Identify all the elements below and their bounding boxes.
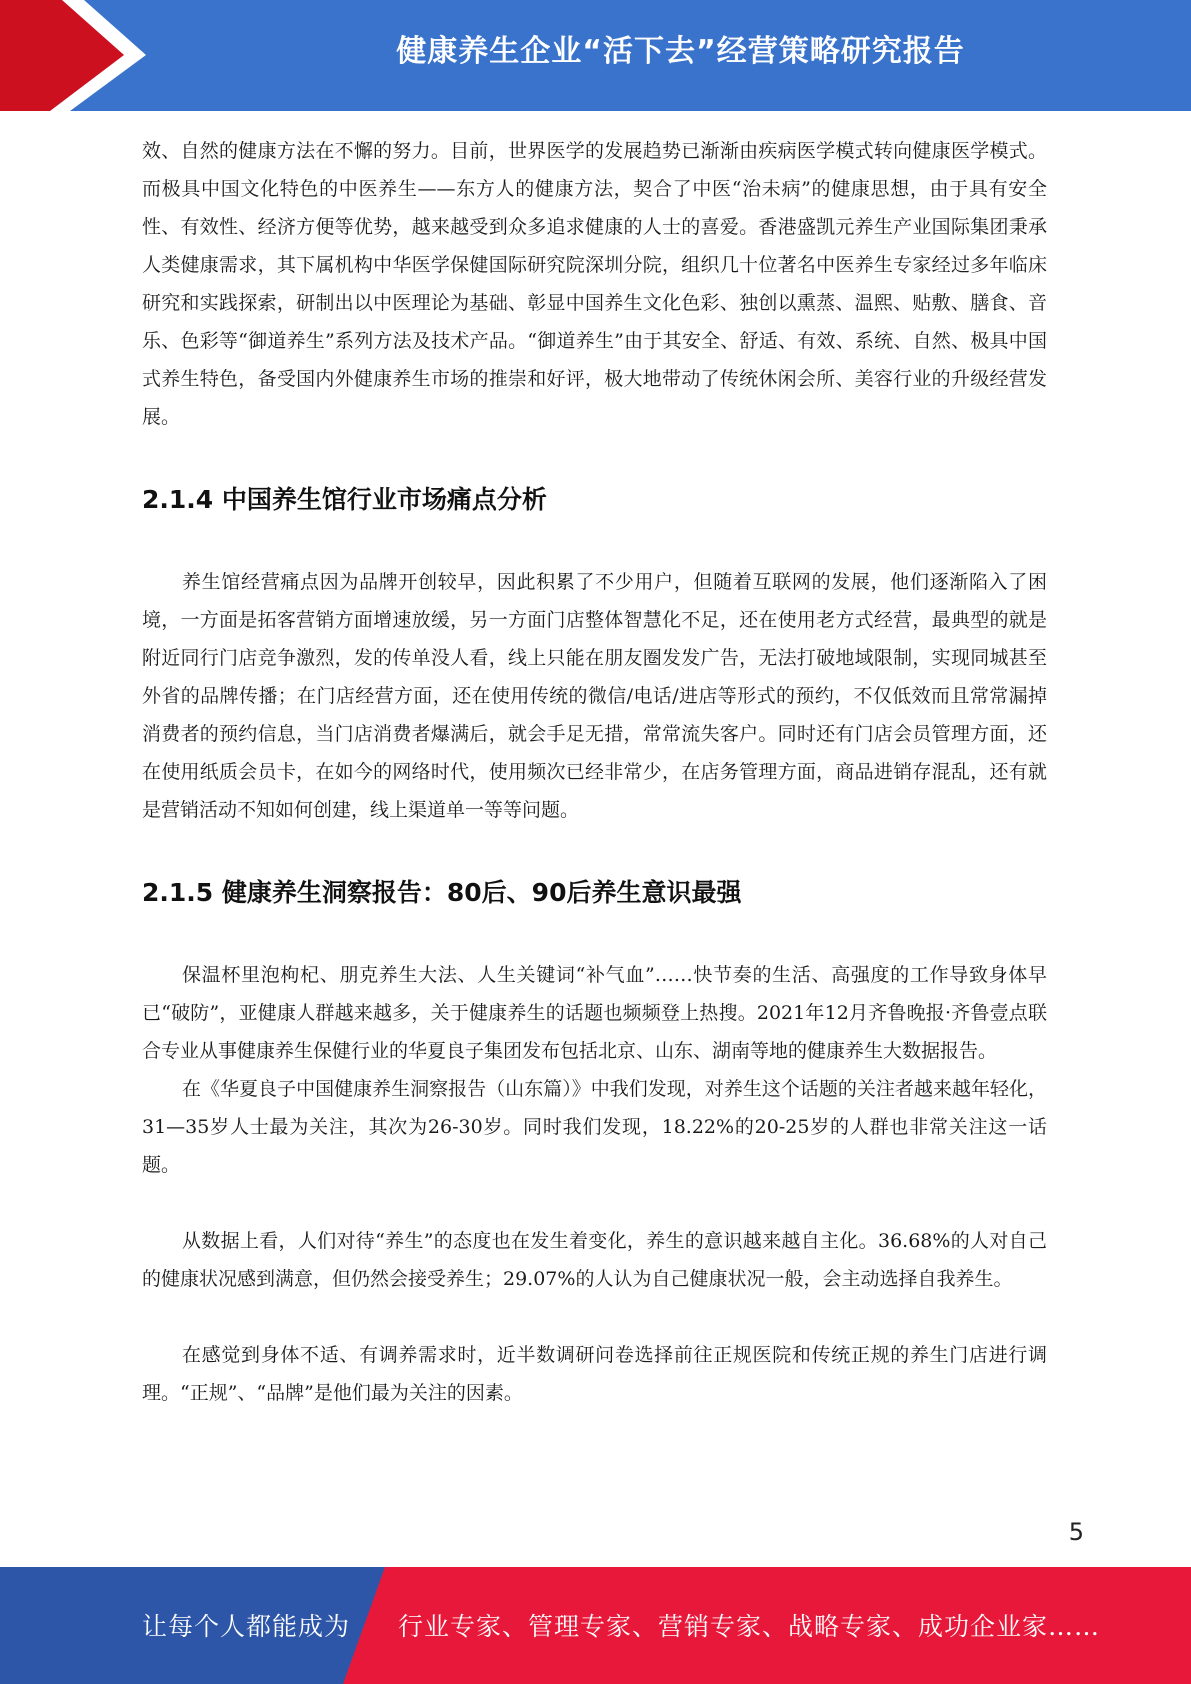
- footer-slogan-right: 行业专家、管理专家、营销专家、战略专家、成功企业家……: [398, 1612, 1101, 1641]
- footer-slogan-left: 让每个人都能成为: [142, 1612, 351, 1641]
- page-number: 5: [1068, 1518, 1084, 1546]
- section-heading-2-1-5: 2.1.5 健康养生洞察报告：80后、90后养生意识最强: [142, 878, 742, 907]
- page-header: [0, 0, 1191, 111]
- section-2-1-5-paragraph-2: 在《华夏良子中国健康养生洞察报告（山东篇）》中我们发现，对养生这个话题的关注者越来越年轻化，31—35岁人士最为关注，其次为26-30岁。同时我们发现，18.22%的20-25岁的人群也非常关注这一话题。: [142, 1078, 1047, 1176]
- page-footer: [0, 1567, 1191, 1684]
- report-title: 健康养生企业“活下去”经营策略研究报告: [396, 34, 965, 69]
- section-2-1-4-paragraph: 养生馆经营痛点因为品牌开创较早，因此积累了不少用户，但随着互联网的发展，他们逐渐陷入了困境，一方面是拓客营销方面增速放缓，另一方面门店整体智慧化不足，还在使用老方式经营，最典型的就是附近同行门店竞争激烈，发的传单没人看，线上只能在朋友圈发发广告，无法打破地域限制，实现同城甚至外省的品牌传播；在门店经营方面，还在使用传统的微信/电话/进店等形式的预约，不仅低效而且常常漏掉消费者的预约信息，当门店消费者爆满后，就会手足无措，常常流失客户。同时还有门店会员管理方面，还在使用纸质会员卡，在如今的网络时代，使用频次已经非常少，在店务管理方面，商品进销存混乱，还有就是营销活动不知如何创建，线上渠道单一等等问题。: [142, 571, 1047, 821]
- intro-paragraph: 效、自然的健康方法在不懈的努力。目前，世界医学的发展趋势已渐渐由疾病医学模式转向健康医学模式。而极具中国文化特色的中医养生——东方人的健康方法，契合了中医“治未病”的健康思想，由于具有安全性、有效性、经济方便等优势，越来越受到众多追求健康的人士的喜爱。香港盛凯元养生产业国际集团秉承人类健康需求，其下属机构中华医学保健国际研究院深圳分院，组织几十位著名中医养生专家经过多年临床研究和实践探索，研制出以中医理论为基础、彰显中国养生文化色彩、独创以熏蒸、温熙、贴敷、膳食、音乐、色彩等“御道养生”系列方法及技术产品。“御道养生”由于其安全、舒适、有效、系统、自然、极具中国式养生特色，备受国内外健康养生市场的推崇和好评，极大地带动了传统休闲会所、美容行业的升级经营发展。: [142, 140, 1047, 428]
- section-2-1-5-paragraph-1: 保温杯里泡枸杞、朋克养生大法、人生关键词“补气血”……快节奏的生活、高强度的工作导致身体早已“破防”，亚健康人群越来越多，关于健康养生的话题也频频登上热搜。2021年12月齐鲁晚报·齐鲁壹点联合专业从事健康养生保健行业的华夏良子集团发布包括北京、山东、湖南等地的健康养生大数据报告。: [142, 964, 1047, 1062]
- section-2-1-5-paragraph-4: 在感觉到身体不适、有调养需求时，近半数调研问卷选择前往正规医院和传统正规的养生门店进行调理。“正规”、“品牌”是他们最为关注的因素。: [142, 1344, 1047, 1404]
- main-content: [142, 132, 1047, 1412]
- section-heading-2-1-4: 2.1.4 中国养生馆行业市场痛点分析: [142, 485, 547, 514]
- section-2-1-5-paragraph-3: 从数据上看，人们对待“养生”的态度也在发生着变化，养生的意识越来越自主化。36.68%的人对自己的健康状况感到满意，但仍然会接受养生；29.07%的人认为自己健康状况一般，会主动选择自我养生。: [142, 1230, 1047, 1290]
